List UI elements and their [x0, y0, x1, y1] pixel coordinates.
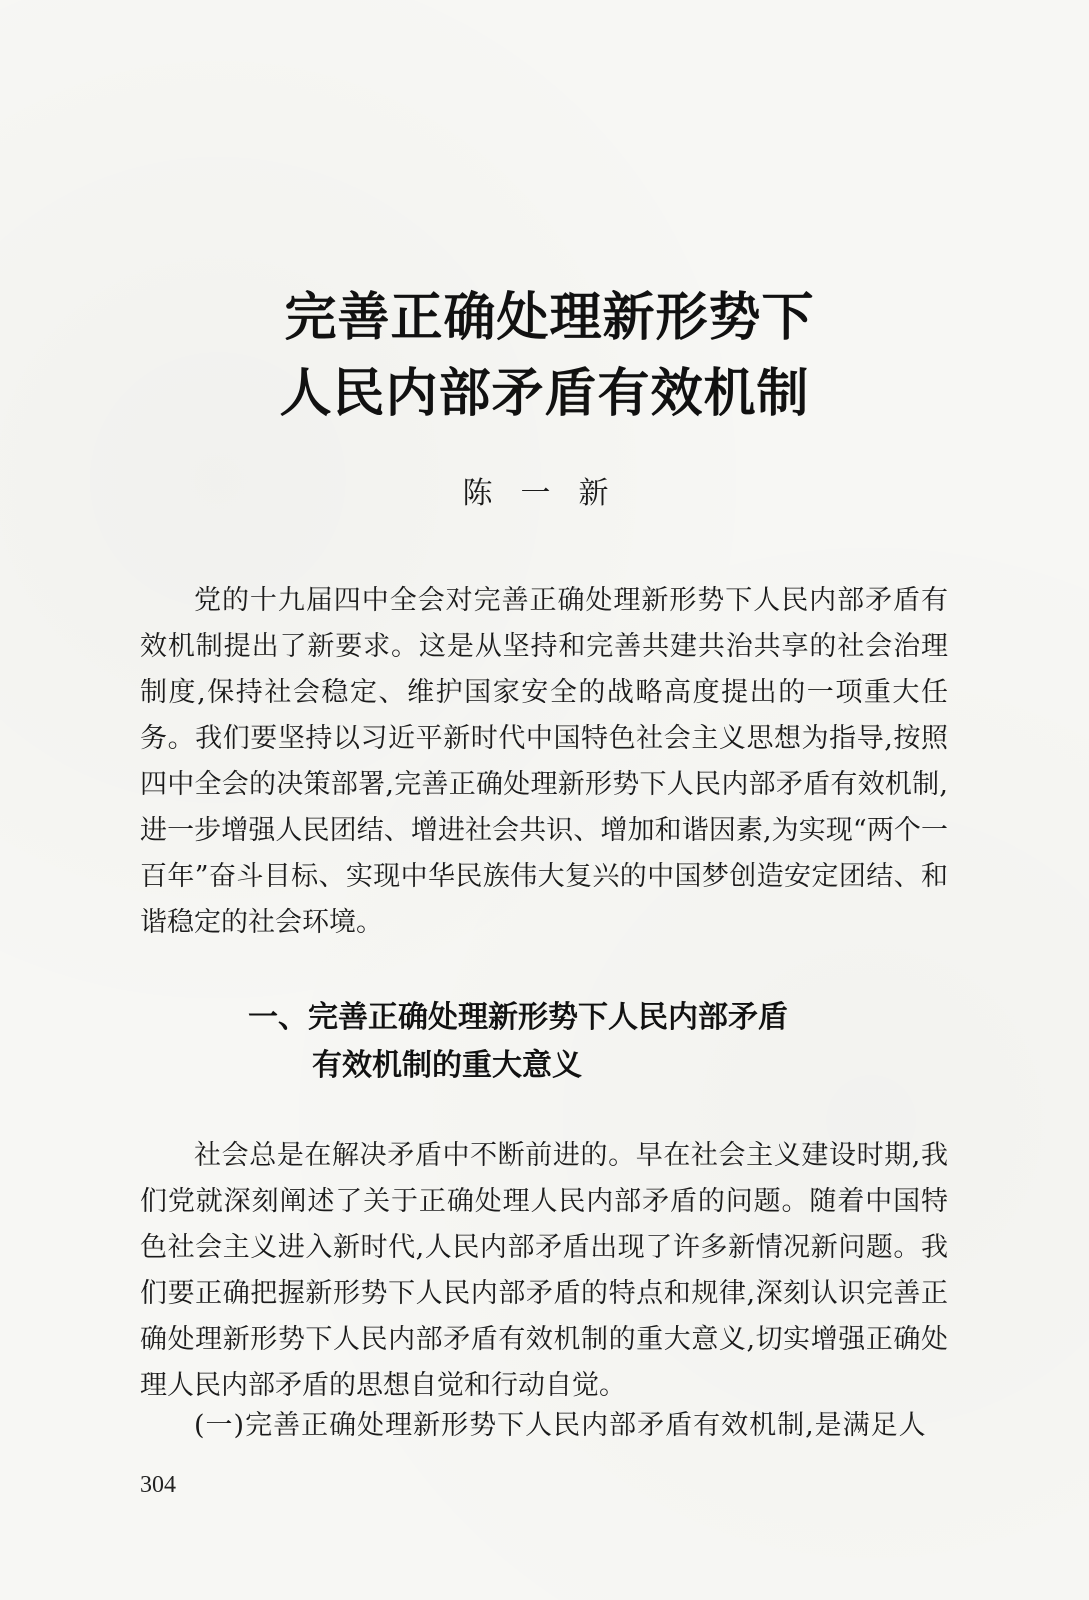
- section-heading-1-line-1: 一、完善正确处理新形势下人民内部矛盾: [248, 1000, 788, 1035]
- article-author: 陈一新: [462, 476, 637, 511]
- article-title-line-1: 完善正确处理新形势下: [284, 288, 815, 348]
- body-paragraph-2: 社会总是在解决矛盾中不断前进的。早在社会主义建设时期,我们党就深刻阐述了关于正确处理人民内部矛盾的问题。随着中国特色社会主义进入新时代,人民内部矛盾出现了许多新情况新问题。我们要正确把握新形势下人民内部矛盾的特点和规律,深刻认识完善正确处理新形势下人民内部矛盾有效机制的重大意义,切实增强正确处理人民内部矛盾的思想自觉和行动自觉。: [140, 1140, 948, 1401]
- section-heading-1-line-2: 有效机制的重大意义: [312, 1048, 582, 1083]
- body-paragraph-3: (一)完善正确处理新形势下人民内部矛盾有效机制,是满足人: [194, 1410, 927, 1441]
- page-number: 304: [140, 1472, 176, 1498]
- article-title-line-2: 人民内部矛盾有效机制: [279, 364, 810, 424]
- body-paragraph-1: 党的十九届四中全会对完善正确处理新形势下人民内部矛盾有效机制提出了新要求。这是从坚持和完善共建共治共享的社会治理制度,保持社会稳定、维护国家安全的战略高度提出的一项重大任务。我们要坚持以习近平新时代中国特色社会主义思想为指导,按照四中全会的决策部署,完善正确处理新形势下人民内部矛盾有效机制,进一步增强人民团结、增进社会共识、增加和谐因素,为实现“两个一百年”奋斗目标、实现中华民族伟大复兴的中国梦创造安定团结、和谐稳定的社会环境。: [140, 585, 948, 938]
